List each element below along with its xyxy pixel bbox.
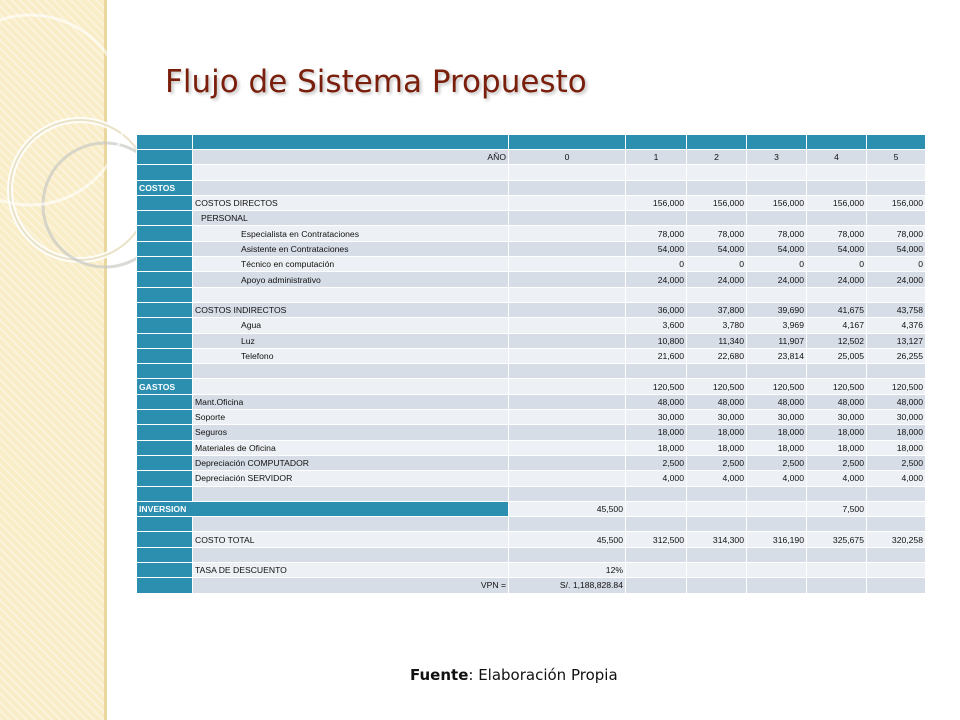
table-cell — [747, 165, 806, 179]
value-cell: 120,500 — [626, 379, 686, 393]
row-label: Técnico en computación — [193, 257, 508, 271]
value-cell: 0 — [807, 257, 866, 271]
table-header-bar — [137, 135, 925, 149]
value-cell: 23,814 — [747, 349, 806, 363]
table-row — [137, 456, 925, 470]
table-row — [137, 410, 925, 424]
row-label: Depreciación SERVIDOR — [193, 471, 508, 485]
value-cell: 78,000 — [687, 226, 746, 240]
table-cell — [193, 165, 508, 179]
value-cell — [509, 303, 625, 317]
value-cell: 120,500 — [747, 379, 806, 393]
years-row — [137, 150, 925, 164]
table-row — [137, 242, 925, 256]
value-cell — [626, 211, 686, 225]
value-cell — [687, 288, 746, 302]
value-cell — [509, 196, 625, 210]
value-cell — [687, 548, 746, 562]
value-cell — [687, 578, 746, 592]
header-cell — [193, 135, 508, 149]
value-cell: 22,680 — [687, 349, 746, 363]
header-cell — [509, 135, 625, 149]
value-cell: 0 — [747, 257, 806, 271]
value-cell: 325,675 — [807, 532, 866, 546]
row-marker — [137, 578, 192, 592]
value-cell: 0 — [626, 257, 686, 271]
table-row — [137, 563, 925, 577]
value-cell: 11,907 — [747, 334, 806, 348]
value-cell — [509, 226, 625, 240]
value-cell: 18,000 — [807, 441, 866, 455]
value-cell: 18,000 — [687, 425, 746, 439]
value-cell: 30,000 — [687, 410, 746, 424]
table-cell — [807, 165, 866, 179]
year-cell: 3 — [747, 150, 806, 164]
table-row — [137, 471, 925, 485]
row-label: COSTOS INDIRECTOS — [193, 303, 508, 317]
value-cell — [807, 563, 866, 577]
value-cell — [509, 517, 625, 531]
value-cell: 13,127 — [867, 334, 925, 348]
row-label: Agua — [193, 318, 508, 332]
value-cell: 37,800 — [687, 303, 746, 317]
row-label: COSTO TOTAL — [193, 532, 508, 546]
value-cell — [867, 288, 925, 302]
row-label: Depreciación COMPUTADOR — [193, 456, 508, 470]
value-cell — [747, 181, 806, 195]
value-cell: 54,000 — [687, 242, 746, 256]
value-cell: 4,376 — [867, 318, 925, 332]
value-cell — [509, 364, 625, 378]
table-cell — [626, 165, 686, 179]
value-cell: 314,300 — [687, 532, 746, 546]
value-cell: 120,500 — [867, 379, 925, 393]
table-row — [137, 349, 925, 363]
value-cell — [807, 578, 866, 592]
row-marker — [137, 165, 192, 179]
value-cell: 3,969 — [747, 318, 806, 332]
value-cell: 54,000 — [626, 242, 686, 256]
value-cell: 18,000 — [626, 425, 686, 439]
row-label: Luz — [193, 334, 508, 348]
value-cell: 48,000 — [626, 395, 686, 409]
slide-title: Flujo de Sistema Propuesto — [165, 64, 587, 100]
decorative-left-panel — [0, 0, 105, 720]
value-cell: 18,000 — [867, 441, 925, 455]
row-marker — [137, 242, 192, 256]
row-marker — [137, 364, 192, 378]
value-cell — [747, 563, 806, 577]
value-cell — [626, 517, 686, 531]
row-marker — [137, 471, 192, 485]
table-row — [137, 288, 925, 302]
value-cell: 54,000 — [867, 242, 925, 256]
value-cell — [626, 578, 686, 592]
section-label: GASTOS — [137, 379, 192, 393]
value-cell — [626, 288, 686, 302]
table-row — [137, 379, 925, 393]
value-cell — [626, 181, 686, 195]
value-cell — [509, 349, 625, 363]
table-row — [137, 318, 925, 332]
value-cell: 10,800 — [626, 334, 686, 348]
header-cell — [807, 135, 866, 149]
value-cell: 2,500 — [807, 456, 866, 470]
row-label: VPN = — [193, 578, 508, 592]
value-cell: 4,000 — [867, 471, 925, 485]
value-cell — [807, 211, 866, 225]
value-cell: 2,500 — [687, 456, 746, 470]
value-cell: 78,000 — [867, 226, 925, 240]
row-label — [193, 487, 508, 501]
value-cell: 156,000 — [687, 196, 746, 210]
value-cell: 24,000 — [807, 272, 866, 286]
value-cell — [687, 517, 746, 531]
row-label: Telefono — [193, 349, 508, 363]
table-row — [137, 181, 925, 195]
value-cell — [867, 364, 925, 378]
value-cell — [626, 502, 686, 516]
source-text: : Elaboración Propia — [468, 666, 618, 684]
section-label: COSTOS — [137, 181, 192, 195]
decorative-panel-edge — [104, 0, 107, 720]
table-row — [137, 441, 925, 455]
row-marker — [137, 226, 192, 240]
year-cell: 4 — [807, 150, 866, 164]
value-cell — [747, 288, 806, 302]
table-cell — [687, 165, 746, 179]
value-cell: 156,000 — [867, 196, 925, 210]
value-cell: 316,190 — [747, 532, 806, 546]
value-cell: 12% — [509, 563, 625, 577]
year-cell: 5 — [867, 150, 925, 164]
cash-flow-table — [136, 134, 926, 594]
table-row — [137, 364, 925, 378]
value-cell: 0 — [867, 257, 925, 271]
value-cell: S/. 1,188,828.84 — [509, 578, 625, 592]
value-cell: 54,000 — [747, 242, 806, 256]
row-label — [193, 548, 508, 562]
value-cell — [687, 563, 746, 577]
row-label: Seguros — [193, 425, 508, 439]
value-cell: 18,000 — [626, 441, 686, 455]
value-cell — [509, 257, 625, 271]
value-cell — [509, 334, 625, 348]
value-cell — [867, 181, 925, 195]
row-marker — [137, 211, 192, 225]
value-cell: 12,502 — [807, 334, 866, 348]
header-cell — [137, 135, 192, 149]
value-cell — [687, 364, 746, 378]
value-cell — [687, 211, 746, 225]
table-row — [137, 487, 925, 501]
year-cell: 2 — [687, 150, 746, 164]
value-cell — [626, 563, 686, 577]
value-cell: 120,500 — [807, 379, 866, 393]
value-cell: 18,000 — [747, 425, 806, 439]
row-label: COSTOS DIRECTOS — [193, 196, 508, 210]
value-cell — [747, 211, 806, 225]
row-marker — [137, 196, 192, 210]
value-cell: 312,500 — [626, 532, 686, 546]
row-marker — [137, 548, 192, 562]
table-row — [137, 395, 925, 409]
row-label — [193, 379, 508, 393]
row-marker — [137, 487, 192, 501]
years-label: AÑO — [193, 150, 508, 164]
row-label: Especialista en Contrataciones — [193, 226, 508, 240]
section-label: INVERSION — [137, 502, 508, 516]
value-cell: 11,340 — [687, 334, 746, 348]
row-marker — [137, 349, 192, 363]
value-cell: 0 — [687, 257, 746, 271]
value-cell: 24,000 — [747, 272, 806, 286]
row-label: TASA DE DESCUENTO — [193, 563, 508, 577]
value-cell: 48,000 — [747, 395, 806, 409]
row-marker — [137, 318, 192, 332]
row-label — [193, 364, 508, 378]
value-cell — [509, 379, 625, 393]
table-row — [137, 502, 925, 516]
row-marker — [137, 532, 192, 546]
value-cell: 48,000 — [687, 395, 746, 409]
value-cell — [509, 425, 625, 439]
table-row — [137, 548, 925, 562]
value-cell: 45,500 — [509, 502, 625, 516]
header-cell — [687, 135, 746, 149]
value-cell: 24,000 — [626, 272, 686, 286]
table-row — [137, 165, 925, 179]
value-cell — [807, 288, 866, 302]
year-cell: 1 — [626, 150, 686, 164]
value-cell — [807, 548, 866, 562]
row-marker — [137, 395, 192, 409]
value-cell — [747, 364, 806, 378]
table-row — [137, 211, 925, 225]
row-marker — [137, 563, 192, 577]
table-row — [137, 196, 925, 210]
table-row — [137, 226, 925, 240]
value-cell — [747, 487, 806, 501]
value-cell: 54,000 — [807, 242, 866, 256]
header-cell — [747, 135, 806, 149]
value-cell: 2,500 — [867, 456, 925, 470]
value-cell: 48,000 — [867, 395, 925, 409]
value-cell — [687, 487, 746, 501]
value-cell: 320,258 — [867, 532, 925, 546]
row-marker — [137, 425, 192, 439]
value-cell: 45,500 — [509, 532, 625, 546]
row-marker — [137, 303, 192, 317]
value-cell: 4,000 — [747, 471, 806, 485]
value-cell: 18,000 — [687, 441, 746, 455]
row-label: Apoyo administrativo — [193, 272, 508, 286]
row-marker — [137, 334, 192, 348]
value-cell: 2,500 — [747, 456, 806, 470]
value-cell — [687, 502, 746, 516]
value-cell — [509, 395, 625, 409]
value-cell — [747, 578, 806, 592]
table-row — [137, 334, 925, 348]
value-cell — [867, 487, 925, 501]
header-cell — [867, 135, 925, 149]
value-cell — [509, 318, 625, 332]
row-label: Materiales de Oficina — [193, 441, 508, 455]
value-cell: 4,167 — [807, 318, 866, 332]
value-cell — [509, 181, 625, 195]
value-cell: 78,000 — [747, 226, 806, 240]
value-cell: 39,690 — [747, 303, 806, 317]
row-marker — [137, 456, 192, 470]
table-row — [137, 425, 925, 439]
value-cell — [807, 487, 866, 501]
table-row — [137, 257, 925, 271]
value-cell: 156,000 — [747, 196, 806, 210]
value-cell — [867, 211, 925, 225]
table-cell — [867, 165, 925, 179]
value-cell: 78,000 — [626, 226, 686, 240]
value-cell — [747, 548, 806, 562]
year-cell: 0 — [509, 150, 625, 164]
value-cell — [509, 272, 625, 286]
row-marker — [137, 257, 192, 271]
value-cell: 43,758 — [867, 303, 925, 317]
value-cell: 120,500 — [687, 379, 746, 393]
value-cell: 18,000 — [867, 425, 925, 439]
value-cell — [626, 487, 686, 501]
value-cell: 4,000 — [626, 471, 686, 485]
table-row — [137, 532, 925, 546]
value-cell — [509, 242, 625, 256]
value-cell — [509, 456, 625, 470]
table-row — [137, 578, 925, 592]
row-marker — [137, 272, 192, 286]
value-cell: 30,000 — [747, 410, 806, 424]
value-cell: 18,000 — [807, 425, 866, 439]
value-cell — [509, 211, 625, 225]
source-label: Fuente — [410, 666, 469, 684]
value-cell: 156,000 — [807, 196, 866, 210]
value-cell: 41,675 — [807, 303, 866, 317]
value-cell: 3,600 — [626, 318, 686, 332]
row-marker — [137, 150, 192, 164]
value-cell: 7,500 — [807, 502, 866, 516]
row-label — [193, 288, 508, 302]
row-marker — [137, 288, 192, 302]
value-cell: 24,000 — [687, 272, 746, 286]
value-cell — [626, 548, 686, 562]
value-cell: 4,000 — [807, 471, 866, 485]
value-cell — [867, 578, 925, 592]
value-cell — [867, 502, 925, 516]
value-cell: 4,000 — [687, 471, 746, 485]
value-cell: 2,500 — [626, 456, 686, 470]
value-cell — [807, 181, 866, 195]
table-row — [137, 303, 925, 317]
row-label — [193, 181, 508, 195]
value-cell — [747, 502, 806, 516]
row-label: Asistente en Contrataciones — [193, 242, 508, 256]
value-cell: 3,780 — [687, 318, 746, 332]
value-cell — [747, 517, 806, 531]
value-cell — [509, 441, 625, 455]
value-cell — [867, 548, 925, 562]
row-label: Mant.Oficina — [193, 395, 508, 409]
value-cell: 30,000 — [807, 410, 866, 424]
value-cell — [867, 517, 925, 531]
header-cell — [626, 135, 686, 149]
row-label: Soporte — [193, 410, 508, 424]
value-cell: 36,000 — [626, 303, 686, 317]
value-cell: 156,000 — [626, 196, 686, 210]
row-label — [193, 517, 508, 531]
value-cell: 25,005 — [807, 349, 866, 363]
table-row — [137, 517, 925, 531]
value-cell: 78,000 — [807, 226, 866, 240]
value-cell — [509, 487, 625, 501]
value-cell — [807, 517, 866, 531]
value-cell: 21,600 — [626, 349, 686, 363]
row-label: PERSONAL — [193, 211, 508, 225]
table-row — [137, 272, 925, 286]
table-cell — [509, 165, 625, 179]
value-cell — [509, 471, 625, 485]
value-cell — [867, 563, 925, 577]
source-caption — [410, 666, 618, 684]
value-cell: 30,000 — [626, 410, 686, 424]
row-marker — [137, 517, 192, 531]
value-cell: 26,255 — [867, 349, 925, 363]
value-cell: 18,000 — [747, 441, 806, 455]
row-marker — [137, 441, 192, 455]
value-cell: 48,000 — [807, 395, 866, 409]
row-marker — [137, 410, 192, 424]
value-cell — [807, 364, 866, 378]
value-cell — [626, 364, 686, 378]
value-cell — [687, 181, 746, 195]
value-cell — [509, 548, 625, 562]
value-cell — [509, 410, 625, 424]
value-cell — [509, 288, 625, 302]
value-cell: 30,000 — [867, 410, 925, 424]
value-cell: 24,000 — [867, 272, 925, 286]
